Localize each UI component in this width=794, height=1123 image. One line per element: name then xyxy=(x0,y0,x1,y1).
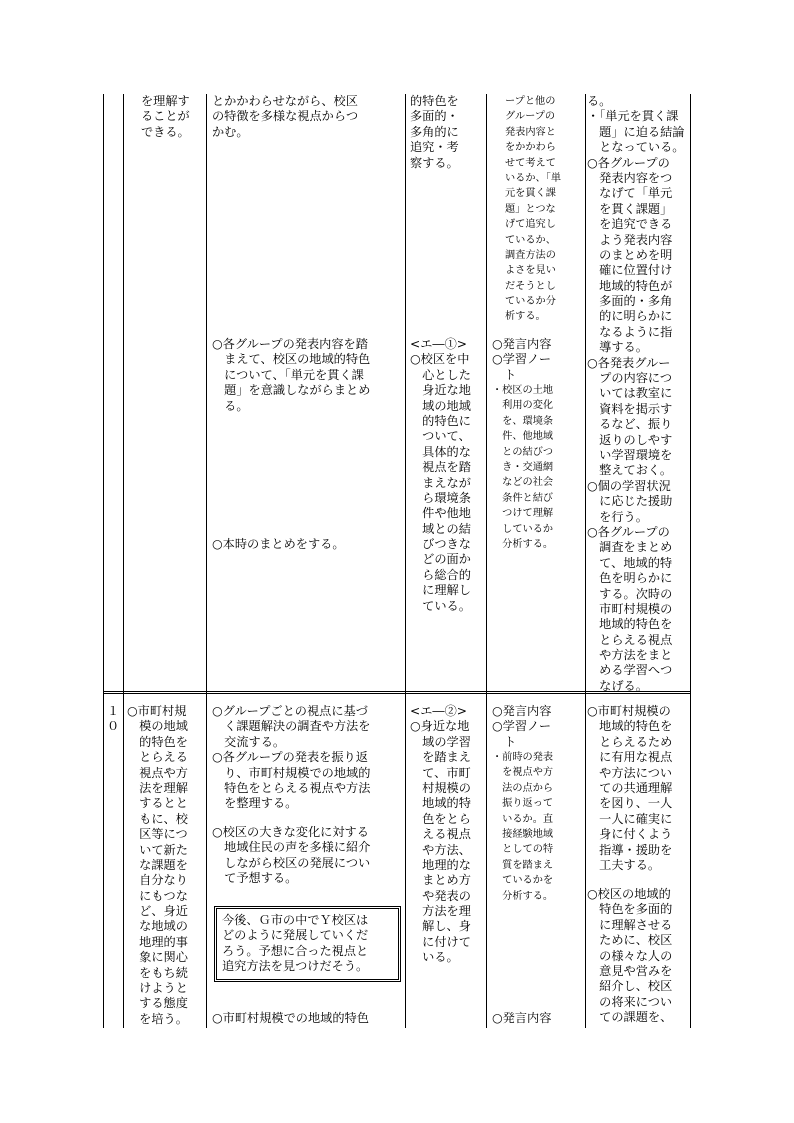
evaluation-method-upper: ープと他の グループの 発表内容と をかかわら せて考えて いるか、「単 元を貫く課 題」とつな げて追究し ているか、 調査方法の よさを見い だそうとし ているか分 析する。 xyxy=(505,96,562,323)
activity-prediction-lower: ○校区の大きな変化に対する 地域住民の声を多様に紹介 しながら校区の発展につい て予想する。 xyxy=(212,825,371,886)
goal-text-lower: ○市町村規 模の地域 的特色を とらえる 視点や方 法を理解 するとと もに、校 区等につ いて新た な課題を 自分なり にもつな ど、身近 な地域の 地理的事 象に関心 をもち続 けようと する態度 を培う。 xyxy=(127,704,188,1026)
lesson-plan-table xyxy=(103,94,691,1028)
teaching-notes-lower-a: ○市町村規模の 地域的特色を とらえるため に有用な視点 や方法につい ての共通理解 を図り、一人 一人に確実に 身に付くよう 指導・援助を 工夫する。 xyxy=(587,704,673,872)
column-divider xyxy=(486,94,487,1028)
column-divider xyxy=(206,94,207,1028)
evaluation-method-head-upper: ○発言内容 ○学習ノー ト xyxy=(492,337,552,382)
evaluation-criteria-upper: 的特色を 多面的・ 多角的に 追究・考 察する。 xyxy=(410,94,459,170)
activity-closing-lower: ○市町村規模での地域的特色 xyxy=(212,1011,369,1025)
evaluation-criteria-e1: <エ―①> ○校区を中 心とした 身近な地 域の地域 的特色に ついて、 具体的な 視点を踏 まえなが ら環境条 件や他地 域との結 びつきな どの面か ら総合的 に理解し ている。 xyxy=(410,337,471,613)
evaluation-method-head-lower: ○発言内容 ○学習ノー ト xyxy=(492,704,552,749)
activity-exchange-lower: ○グループごとの視点に基づ く課題解決の調査や方法を 交流する。 ○各グループの発表を振り返 り、市町村規模での地域的 特色をとらえる視点や方法 を整理する。 xyxy=(212,704,371,811)
teaching-notes-lower-b: ○校区の地域的 特色を多面的 に理解させる ために、校区 の様々な人の 意見や営みを 紹介し、校区 の将来につい ての課題を、 xyxy=(587,887,673,1025)
column-divider xyxy=(585,94,586,1028)
teaching-notes-upper: る。 ・「単元を貫く課 題」に迫る結論 となっている。 ○各グループの 発表内容をつ なげて「単元 を貫く課題」 を追究できる よう発表内容 のまとめを明 確に位置付け 地域的特色が 多面的・多角 的に明らかに なるように指 導する。 ○各発表グルー プの内容につ いては教室に 資料を掲示す るなど、振り 返りのしやす い学習環境を 整えておく。 ○個の学習状況 に応じた援助 を行う。 ○各グループの 調査をまとめ て、地域的特 色を明らかに する。次時の 市町村規模の 地域的特色を とらえる視点 や方法をまと める学習へつ なげる。 xyxy=(587,94,685,693)
activity-closing-upper: ○本時のまとめをする。 xyxy=(212,537,345,551)
activity-summary-upper: ○各グループの発表内容を踏 まえて、校区の地域的特色 について、「単元を貫く課 題」を意識しながらまとめ る。 xyxy=(212,337,371,413)
column-divider xyxy=(123,94,124,1028)
evaluation-method-end-lower: ○発言内容 xyxy=(492,1011,552,1025)
table-border-left xyxy=(103,94,104,1028)
evaluation-method-body-upper: ・校区の土地 利用の変化 を、環境条 件、他地域 との結びつ き・交通網 などの社会 条件と結び つけて理解 しているか 分析する。 xyxy=(492,385,554,550)
lesson-question-box: 今後、Ｇ市の中でＹ校区は どのように発展していくだ ろう。予想に合った視点と 追究方法を見つけだそう。 xyxy=(214,906,401,982)
period-number: １ ０ xyxy=(107,704,120,734)
evaluation-criteria-e2: <エ―②> ○身近な地 域の学習 を踏まえ て、市町 村規模の 地域的特 色をとら える視点 や方法、 地理的な まとめ方 や発表の 方法を理 解し、身 に付けて いる。 xyxy=(410,704,471,965)
evaluation-method-body-lower: ・前時の発表 を視点や方 法の点から 振り返って いるか。直 接経験地域 としての特 質を踏まえ ているかを 分析する。 xyxy=(492,752,554,902)
table-border-right xyxy=(690,94,691,1028)
goal-text-upper: を理解す ることが できる。 xyxy=(141,94,190,139)
activity-text-upper: とかかわらせながら、校区 の特徴を多様な視点からつ かむ。 xyxy=(212,94,359,139)
column-divider xyxy=(405,94,406,1028)
